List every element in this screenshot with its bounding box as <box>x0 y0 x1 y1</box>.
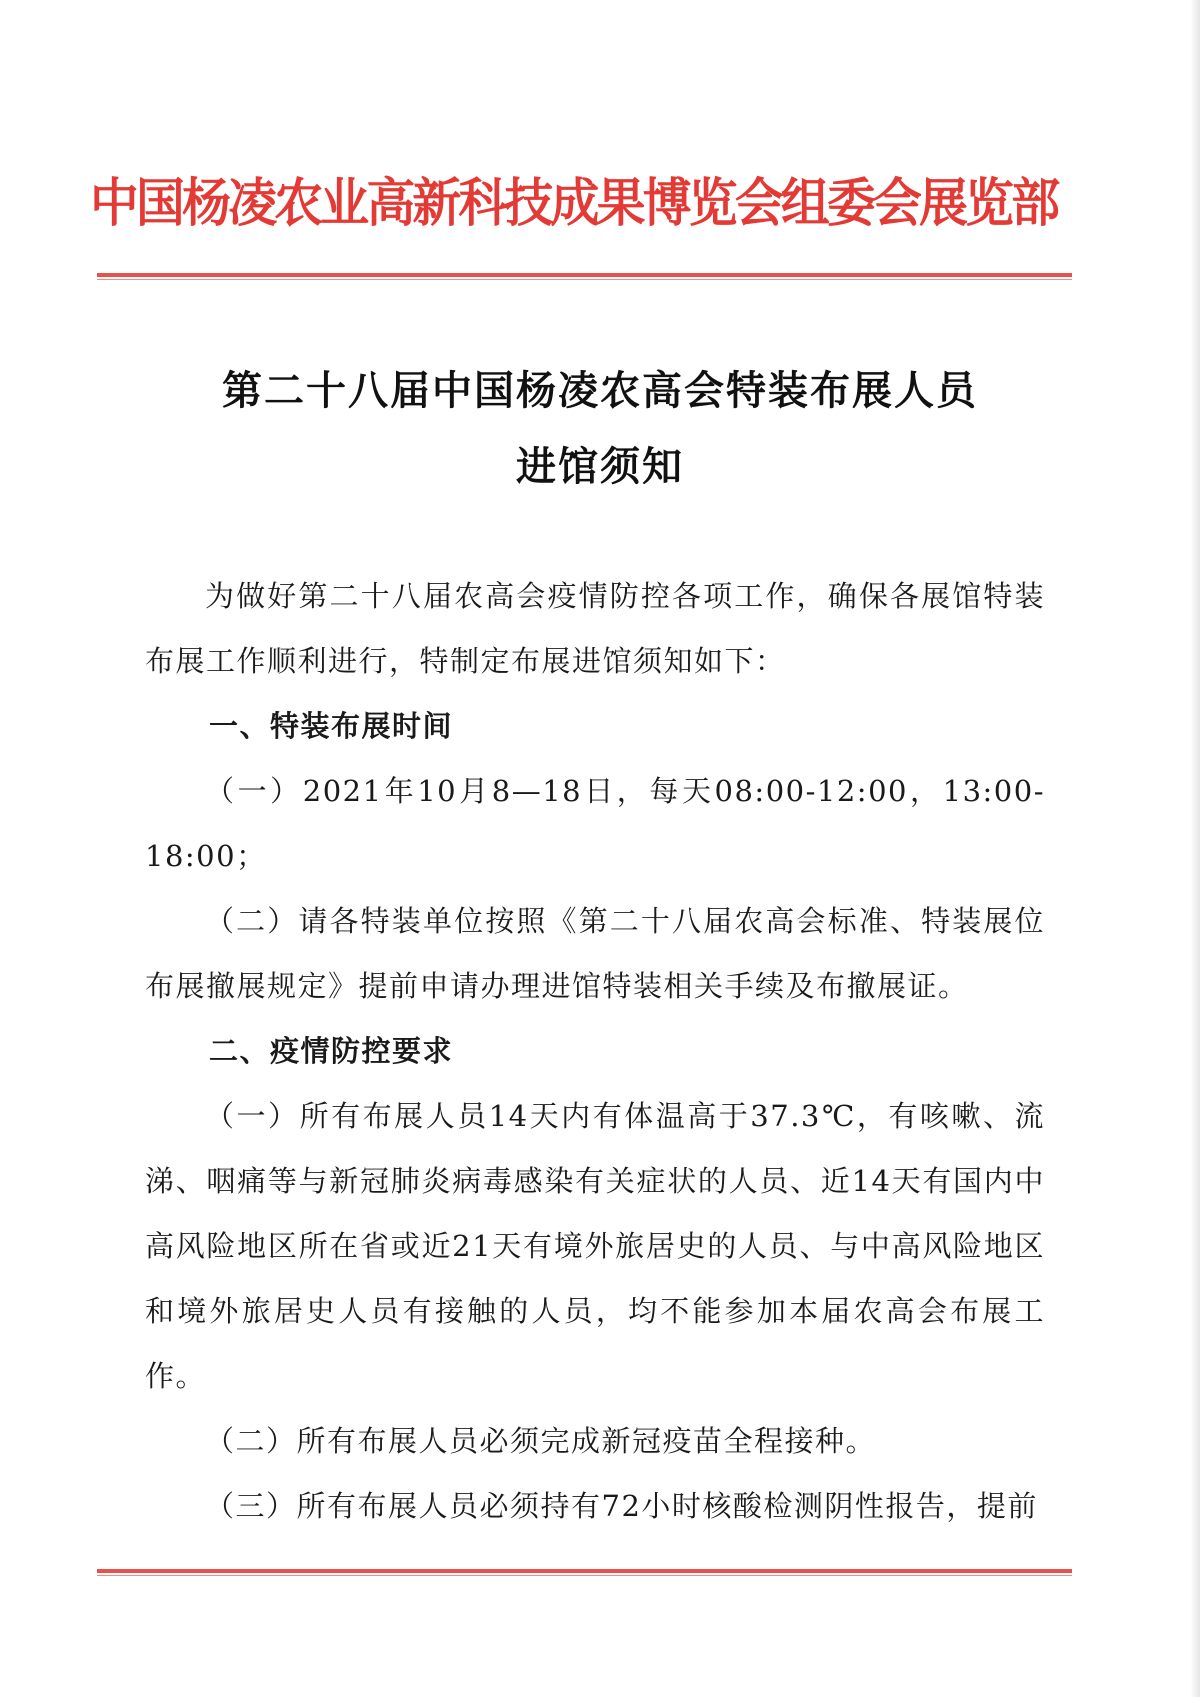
prevention-item-2: （二）所有布展人员必须完成新冠疫苗全程接种。 <box>205 1424 877 1458</box>
intro-paragraph: 为做好第二十八届农高会疫情防控各项工作，确保各展馆特装布展工作顺利进行，特制定布展进馆须知如下： <box>145 579 1045 678</box>
document-body <box>145 564 1045 1539</box>
prevention-item-3: （三）所有布展人员必须持有72小时核酸检测阴性报告，提前 <box>205 1489 1038 1523</box>
section-heading-time: 一、特装布展时间 <box>209 709 454 743</box>
organization-header: 中国杨凌农业高新科技成果博览会组委会展览部 <box>90 174 1058 234</box>
footer-red-rule-thin <box>97 1575 1072 1576</box>
header-red-rule-thin <box>97 279 1072 280</box>
document-title-line-1: 第二十八届中国杨凌农高会特装布展人员 <box>222 368 978 414</box>
section-heading-prevention: 二、疫情防控要求 <box>209 1034 454 1068</box>
document-title-line-2: 进馆须知 <box>516 444 684 490</box>
time-item-1: （一）2021年10月8—18日，每天08:00-12:00，13:00-18:00； <box>145 774 1045 873</box>
page-edge-shadow <box>1190 0 1200 1697</box>
prevention-item-1: （一）所有布展人员14天内有体温高于37.3℃，有咳嗽、流涕、咽痛等与新冠肺炎病毒感染有关症状的人员、近14天有国内中高风险地区所在省或近21天有境外旅居史的人员、与中高风险地区和境外旅居史人员有接触的人员，均不能参加本届农高会布展工作。 <box>145 1099 1045 1393</box>
footer-red-rule <box>97 1569 1072 1573</box>
header-red-rule <box>97 273 1072 277</box>
time-item-2: （二）请各特装单位按照《第二十八届农高会标准、特装展位布展撤展规定》提前申请办理进馆特装相关手续及布撤展证。 <box>145 904 1045 1003</box>
